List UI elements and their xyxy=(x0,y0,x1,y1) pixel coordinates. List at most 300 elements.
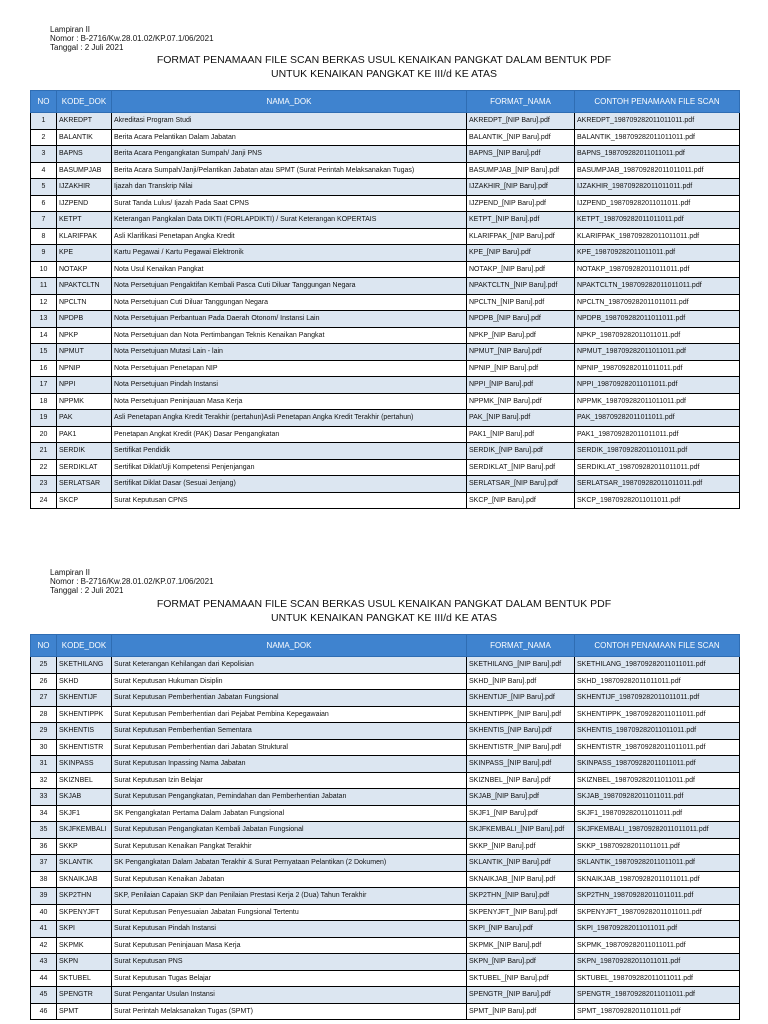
cell-no: 42 xyxy=(31,937,57,954)
table-row xyxy=(31,723,740,740)
cell-format-nama: NPPMK_[NIP Baru].pdf xyxy=(467,393,575,410)
table-row xyxy=(31,261,740,278)
cell-format-nama: SERDIKLAT_[NIP Baru].pdf xyxy=(467,459,575,476)
cell-contoh-file: SKNAIKJAB_198709282011011011.pdf xyxy=(575,871,740,888)
cell-no: 9 xyxy=(31,245,57,262)
cell-kode-dok: SKJAB xyxy=(57,789,112,806)
table-row xyxy=(31,1003,740,1020)
cell-format-nama: SERLATSAR_[NIP Baru].pdf xyxy=(467,476,575,493)
cell-nama-dok: Surat Keputusan Pemberhentian dari Jabatan Struktural xyxy=(112,739,467,756)
title-line-1: FORMAT PENAMAAN FILE SCAN BERKAS USUL KENAIKAN PANGKAT DALAM BENTUK PDF xyxy=(156,54,612,66)
cell-no: 17 xyxy=(31,377,57,394)
cell-kode-dok: SKHENTIJF xyxy=(57,690,112,707)
table-row xyxy=(31,294,740,311)
cell-kode-dok: SKHENTISTR xyxy=(57,739,112,756)
cell-no: 27 xyxy=(31,690,57,707)
column-header: NAMA_DOK xyxy=(112,635,467,657)
cell-kode-dok: NPMUT xyxy=(57,344,112,361)
cell-contoh-file: SKP2THN_198709282011011011.pdf xyxy=(575,888,740,905)
cell-no: 30 xyxy=(31,739,57,756)
cell-nama-dok: Nota Usul Kenaikan Pangkat xyxy=(112,261,467,278)
cell-contoh-file: NPPMK_198709282011011011.pdf xyxy=(575,393,740,410)
lampiran-label: Lampiran II xyxy=(50,568,91,577)
cell-no: 15 xyxy=(31,344,57,361)
cell-no: 31 xyxy=(31,756,57,773)
table-row xyxy=(31,195,740,212)
cell-format-nama: SKPMK_[NIP Baru].pdf xyxy=(467,937,575,954)
cell-nama-dok: Nota Persetujuan Cuti Diluar Tanggungan Negara xyxy=(112,294,467,311)
cell-kode-dok: PAK xyxy=(57,410,112,427)
cell-nama-dok: Surat Keputusan Pemberhentian dari Pejabat Pembina Kepegawaian xyxy=(112,706,467,723)
cell-format-nama: KETPT_[NIP Baru].pdf xyxy=(467,212,575,229)
cell-contoh-file: SKIZNBEL_198709282011011011.pdf xyxy=(575,772,740,789)
cell-nama-dok: Akreditasi Program Studi xyxy=(112,113,467,130)
table-row xyxy=(31,657,740,674)
table-row xyxy=(31,987,740,1004)
cell-kode-dok: BALANTIK xyxy=(57,129,112,146)
table-row xyxy=(31,673,740,690)
cell-kode-dok: KLARIFPAK xyxy=(57,228,112,245)
table-row xyxy=(31,822,740,839)
column-header: NO xyxy=(31,635,57,657)
cell-contoh-file: SKHENTIJF_198709282011011011.pdf xyxy=(575,690,740,707)
cell-no: 10 xyxy=(31,261,57,278)
cell-no: 23 xyxy=(31,476,57,493)
cell-format-nama: SPMT_[NIP Baru].pdf xyxy=(467,1003,575,1020)
cell-format-nama: SKCP_[NIP Baru].pdf xyxy=(467,492,575,509)
cell-no: 12 xyxy=(31,294,57,311)
cell-no: 6 xyxy=(31,195,57,212)
table-row xyxy=(31,377,740,394)
cell-contoh-file: SPENGTR_198709282011011011.pdf xyxy=(575,987,740,1004)
table-header-row xyxy=(31,635,740,657)
table-row xyxy=(31,426,740,443)
cell-format-nama: SKHENTIPPK_[NIP Baru].pdf xyxy=(467,706,575,723)
cell-contoh-file: NPKP_198709282011011011.pdf xyxy=(575,327,740,344)
cell-nama-dok: Berita Acara Pelantikan Dalam Jabatan xyxy=(112,129,467,146)
title-line-1: FORMAT PENAMAAN FILE SCAN BERKAS USUL KENAIKAN PANGKAT DALAM BENTUK PDF xyxy=(156,598,612,610)
cell-no: 11 xyxy=(31,278,57,295)
cell-no: 20 xyxy=(31,426,57,443)
cell-contoh-file: BALANTIK_198709282011011011.pdf xyxy=(575,129,740,146)
cell-no: 34 xyxy=(31,805,57,822)
cell-contoh-file: SKPN_198709282011011011.pdf xyxy=(575,954,740,971)
cell-format-nama: SKPENYJFT_[NIP Baru].pdf xyxy=(467,904,575,921)
cell-kode-dok: NPPI xyxy=(57,377,112,394)
cell-contoh-file: SKHENTIS_198709282011011011.pdf xyxy=(575,723,740,740)
cell-nama-dok: Keterangan Pangkalan Data DIKTI (FORLAPDIKTI) / Surat Keterangan KOPERTAIS xyxy=(112,212,467,229)
cell-no: 18 xyxy=(31,393,57,410)
table-row xyxy=(31,410,740,427)
cell-no: 40 xyxy=(31,904,57,921)
cell-no: 5 xyxy=(31,179,57,196)
cell-no: 28 xyxy=(31,706,57,723)
cell-contoh-file: SKETHILANG_198709282011011011.pdf xyxy=(575,657,740,674)
cell-kode-dok: SKINPASS xyxy=(57,756,112,773)
column-header: NAMA_DOK xyxy=(112,91,467,113)
cell-contoh-file: NPDPB_198709282011011011.pdf xyxy=(575,311,740,328)
cell-kode-dok: SKHENTIS xyxy=(57,723,112,740)
cell-contoh-file: NOTAKP_198709282011011011.pdf xyxy=(575,261,740,278)
cell-format-nama: SKHENTIJF_[NIP Baru].pdf xyxy=(467,690,575,707)
cell-no: 44 xyxy=(31,970,57,987)
cell-no: 3 xyxy=(31,146,57,163)
cell-no: 35 xyxy=(31,822,57,839)
cell-nama-dok: Sertifikat Pendidik xyxy=(112,443,467,460)
cell-format-nama: NPKP_[NIP Baru].pdf xyxy=(467,327,575,344)
cell-format-nama: SKLANTIK_[NIP Baru].pdf xyxy=(467,855,575,872)
cell-nama-dok: Berita Acara Pengangkatan Sumpah/ Janji PNS xyxy=(112,146,467,163)
cell-kode-dok: NPCLTN xyxy=(57,294,112,311)
cell-nama-dok: Ijazah dan Transkrip Nilai xyxy=(112,179,467,196)
cell-format-nama: NPDPB_[NIP Baru].pdf xyxy=(467,311,575,328)
cell-contoh-file: NPPI_198709282011011011.pdf xyxy=(575,377,740,394)
cell-kode-dok: IJZPEND xyxy=(57,195,112,212)
cell-kode-dok: NPNIP xyxy=(57,360,112,377)
cell-format-nama: NPMUT_[NIP Baru].pdf xyxy=(467,344,575,361)
cell-contoh-file: SKPENYJFT_198709282011011011.pdf xyxy=(575,904,740,921)
cell-nama-dok: Kartu Pegawai / Kartu Pegawai Elektronik xyxy=(112,245,467,262)
title-line-2: UNTUK KENAIKAN PANGKAT KE III/d KE ATAS xyxy=(270,612,497,624)
cell-kode-dok: IJZAKHIR xyxy=(57,179,112,196)
cell-format-nama: NPCLTN_[NIP Baru].pdf xyxy=(467,294,575,311)
cell-format-nama: NOTAKP_[NIP Baru].pdf xyxy=(467,261,575,278)
cell-kode-dok: SPMT xyxy=(57,1003,112,1020)
header-info-2 xyxy=(50,568,214,595)
cell-format-nama: SERDIK_[NIP Baru].pdf xyxy=(467,443,575,460)
table-row xyxy=(31,739,740,756)
cell-no: 36 xyxy=(31,838,57,855)
cell-no: 8 xyxy=(31,228,57,245)
cell-nama-dok: Surat Keterangan Kehilangan dari Kepolisian xyxy=(112,657,467,674)
cell-contoh-file: NPMUT_198709282011011011.pdf xyxy=(575,344,740,361)
cell-no: 1 xyxy=(31,113,57,130)
cell-no: 19 xyxy=(31,410,57,427)
cell-format-nama: SPENGTR_[NIP Baru].pdf xyxy=(467,987,575,1004)
file-naming-table-2 xyxy=(30,634,740,1020)
column-header: CONTOH PENAMAAN FILE SCAN xyxy=(575,635,740,657)
cell-no: 7 xyxy=(31,212,57,229)
cell-no: 13 xyxy=(31,311,57,328)
cell-format-nama: KPE_[NIP Baru].pdf xyxy=(467,245,575,262)
table-row xyxy=(31,756,740,773)
cell-kode-dok: SKLANTIK xyxy=(57,855,112,872)
cell-contoh-file: BAPNS_198709282011011011.pdf xyxy=(575,146,740,163)
cell-no: 37 xyxy=(31,855,57,872)
table-row xyxy=(31,311,740,328)
cell-kode-dok: SKTUBEL xyxy=(57,970,112,987)
table-row xyxy=(31,871,740,888)
cell-contoh-file: SERLATSAR_198709282011011011.pdf xyxy=(575,476,740,493)
table-row xyxy=(31,706,740,723)
document-title-2 xyxy=(0,597,768,625)
cell-kode-dok: SKCP xyxy=(57,492,112,509)
cell-contoh-file: SKKP_198709282011011011.pdf xyxy=(575,838,740,855)
cell-format-nama: SKHENTIS_[NIP Baru].pdf xyxy=(467,723,575,740)
nomor-label: Nomor : B-2716/Kw.28.01.02/KP.07.1/06/2021 xyxy=(50,34,214,43)
cell-contoh-file: IJZPEND_198709282011011011.pdf xyxy=(575,195,740,212)
cell-no: 33 xyxy=(31,789,57,806)
cell-kode-dok: BAPNS xyxy=(57,146,112,163)
cell-nama-dok: Nota Persetujuan Mutasi Lain - lain xyxy=(112,344,467,361)
cell-format-nama: SKJAB_[NIP Baru].pdf xyxy=(467,789,575,806)
cell-nama-dok: Sertifikat Diklat/Uji Kompetensi Penjenjangan xyxy=(112,459,467,476)
cell-no: 21 xyxy=(31,443,57,460)
document-title-1 xyxy=(0,53,768,81)
cell-format-nama: BAPNS_[NIP Baru].pdf xyxy=(467,146,575,163)
cell-kode-dok: SKPN xyxy=(57,954,112,971)
cell-format-nama: IJZAKHIR_[NIP Baru].pdf xyxy=(467,179,575,196)
cell-kode-dok: NPAKTCLTN xyxy=(57,278,112,295)
header-info-1 xyxy=(50,25,214,52)
cell-nama-dok: Nota Persetujuan Penetapan NIP xyxy=(112,360,467,377)
cell-no: 14 xyxy=(31,327,57,344)
cell-contoh-file: BASUMPJAB_198709282011011011.pdf xyxy=(575,162,740,179)
cell-contoh-file: SKPI_198709282011011011.pdf xyxy=(575,921,740,938)
table-row xyxy=(31,855,740,872)
cell-nama-dok: Surat Keputusan Pemberhentian Jabatan Fungsional xyxy=(112,690,467,707)
cell-no: 43 xyxy=(31,954,57,971)
cell-nama-dok: Surat Pengantar Usulan Instansi xyxy=(112,987,467,1004)
cell-kode-dok: BASUMPJAB xyxy=(57,162,112,179)
cell-kode-dok: NPKP xyxy=(57,327,112,344)
cell-nama-dok: SKP, Penilaian Capaian SKP dan Penilaian Prestasi Kerja 2 (Dua) Tahun Terakhir xyxy=(112,888,467,905)
cell-nama-dok: Nota Persetujuan dan Nota Pertimbangan Teknis Kenaikan Pangkat xyxy=(112,327,467,344)
cell-nama-dok: Surat Keputusan Kenaikan Jabatan xyxy=(112,871,467,888)
cell-nama-dok: Surat Keputusan Hukuman Disiplin xyxy=(112,673,467,690)
cell-format-nama: SKKP_[NIP Baru].pdf xyxy=(467,838,575,855)
cell-format-nama: IJZPEND_[NIP Baru].pdf xyxy=(467,195,575,212)
cell-nama-dok: Surat Keputusan Inpassing Nama Jabatan xyxy=(112,756,467,773)
cell-kode-dok: PAK1 xyxy=(57,426,112,443)
cell-nama-dok: Penetapan Angkat Kredit (PAK) Dasar Pengangkatan xyxy=(112,426,467,443)
cell-kode-dok: KETPT xyxy=(57,212,112,229)
table-row xyxy=(31,212,740,229)
cell-kode-dok: SERLATSAR xyxy=(57,476,112,493)
cell-nama-dok: Berita Acara Sumpah/Janji/Pelantikan Jabatan atau SPMT (Surat Perintah Melaksanakan Tugas) xyxy=(112,162,467,179)
table-row xyxy=(31,113,740,130)
cell-format-nama: SKHD_[NIP Baru].pdf xyxy=(467,673,575,690)
cell-kode-dok: NPDPB xyxy=(57,311,112,328)
cell-nama-dok: Asli Klarifikasi Penetapan Angka Kredit xyxy=(112,228,467,245)
cell-kode-dok: NOTAKP xyxy=(57,261,112,278)
cell-nama-dok: Surat Keputusan Tugas Belajar xyxy=(112,970,467,987)
cell-format-nama: NPPI_[NIP Baru].pdf xyxy=(467,377,575,394)
column-header: FORMAT_NAMA xyxy=(467,635,575,657)
cell-nama-dok: Surat Keputusan PNS xyxy=(112,954,467,971)
cell-kode-dok: NPPMK xyxy=(57,393,112,410)
cell-format-nama: BALANTIK_[NIP Baru].pdf xyxy=(467,129,575,146)
cell-nama-dok: Surat Tanda Lulus/ Ijazah Pada Saat CPNS xyxy=(112,195,467,212)
cell-contoh-file: SKLANTIK_198709282011011011.pdf xyxy=(575,855,740,872)
cell-kode-dok: SKP2THN xyxy=(57,888,112,905)
cell-format-nama: KLARIFPAK_[NIP Baru].pdf xyxy=(467,228,575,245)
table-row xyxy=(31,476,740,493)
cell-contoh-file: SPMT_198709282011011011.pdf xyxy=(575,1003,740,1020)
cell-no: 24 xyxy=(31,492,57,509)
cell-format-nama: SKNAIKJAB_[NIP Baru].pdf xyxy=(467,871,575,888)
cell-contoh-file: IJZAKHIR_198709282011011011.pdf xyxy=(575,179,740,196)
table-row xyxy=(31,443,740,460)
cell-kode-dok: SERDIK xyxy=(57,443,112,460)
cell-contoh-file: SERDIKLAT_198709282011011011.pdf xyxy=(575,459,740,476)
cell-kode-dok: SKETHILANG xyxy=(57,657,112,674)
cell-nama-dok: Surat Keputusan Pindah Instansi xyxy=(112,921,467,938)
cell-format-nama: SKIZNBEL_[NIP Baru].pdf xyxy=(467,772,575,789)
cell-nama-dok: Surat Keputusan CPNS xyxy=(112,492,467,509)
cell-contoh-file: NPCLTN_198709282011011011.pdf xyxy=(575,294,740,311)
cell-format-nama: SKPN_[NIP Baru].pdf xyxy=(467,954,575,971)
cell-nama-dok: Surat Keputusan Izin Belajar xyxy=(112,772,467,789)
column-header: KODE_DOK xyxy=(57,635,112,657)
cell-format-nama: AKREDPT_[NIP Baru].pdf xyxy=(467,113,575,130)
cell-nama-dok: Surat Keputusan Peninjauan Masa Kerja xyxy=(112,937,467,954)
cell-format-nama: NPAKTCLTN_[NIP Baru].pdf xyxy=(467,278,575,295)
table-row xyxy=(31,772,740,789)
cell-kode-dok: SKNAIKJAB xyxy=(57,871,112,888)
cell-contoh-file: SKCP_198709282011011011.pdf xyxy=(575,492,740,509)
cell-nama-dok: SK Pengangkatan Dalam Jabatan Terakhir & Surat Pernyataan Pelantikan (2 Dokumen) xyxy=(112,855,467,872)
cell-format-nama: SKPI_[NIP Baru].pdf xyxy=(467,921,575,938)
cell-kode-dok: SPENGTR xyxy=(57,987,112,1004)
cell-contoh-file: SERDIK_198709282011011011.pdf xyxy=(575,443,740,460)
cell-contoh-file: AKREDPT_198709282011011011.pdf xyxy=(575,113,740,130)
cell-format-nama: BASUMPJAB_[NIP Baru].pdf xyxy=(467,162,575,179)
table-row xyxy=(31,179,740,196)
table-row xyxy=(31,146,740,163)
cell-no: 46 xyxy=(31,1003,57,1020)
cell-no: 16 xyxy=(31,360,57,377)
table-row xyxy=(31,393,740,410)
cell-kode-dok: SKJF1 xyxy=(57,805,112,822)
cell-nama-dok: Sertifikat Diklat Dasar (Sesuai Jenjang) xyxy=(112,476,467,493)
cell-contoh-file: SKHENTIPPK_198709282011011011.pdf xyxy=(575,706,740,723)
cell-contoh-file: SKJAB_198709282011011011.pdf xyxy=(575,789,740,806)
table-row xyxy=(31,228,740,245)
table-row xyxy=(31,789,740,806)
cell-format-nama: PAK_[NIP Baru].pdf xyxy=(467,410,575,427)
table-row xyxy=(31,459,740,476)
cell-kode-dok: SKPENYJFT xyxy=(57,904,112,921)
cell-format-nama: PAK1_[NIP Baru].pdf xyxy=(467,426,575,443)
cell-no: 4 xyxy=(31,162,57,179)
cell-format-nama: SKJFKEMBALI_[NIP Baru].pdf xyxy=(467,822,575,839)
cell-format-nama: SKETHILANG_[NIP Baru].pdf xyxy=(467,657,575,674)
column-header: KODE_DOK xyxy=(57,91,112,113)
nomor-label: Nomor : B-2716/Kw.28.01.02/KP.07.1/06/2021 xyxy=(50,577,214,586)
cell-nama-dok: Asli Penetapan Angka Kredit Terakhir (pertahun)Asli Penetapan Angka Kredit Terakhir (pertahun) xyxy=(112,410,467,427)
cell-contoh-file: PAK1_198709282011011011.pdf xyxy=(575,426,740,443)
cell-nama-dok: Nota Persetujuan Perbantuan Pada Daerah Otonom/ Instansi Lain xyxy=(112,311,467,328)
tanggal-label: Tanggal : 2 Juli 2021 xyxy=(50,586,124,595)
cell-no: 2 xyxy=(31,129,57,146)
cell-no: 38 xyxy=(31,871,57,888)
cell-no: 32 xyxy=(31,772,57,789)
cell-kode-dok: AKREDPT xyxy=(57,113,112,130)
cell-format-nama: SKHENTISTR_[NIP Baru].pdf xyxy=(467,739,575,756)
cell-nama-dok: Surat Perintah Melaksanakan Tugas (SPMT) xyxy=(112,1003,467,1020)
cell-nama-dok: Surat Keputusan Pengangkatan Kembali Jabatan Fungsional xyxy=(112,822,467,839)
cell-contoh-file: NPAKTCLTN_198709282011011011.pdf xyxy=(575,278,740,295)
cell-no: 26 xyxy=(31,673,57,690)
cell-contoh-file: SKJF1_198709282011011011.pdf xyxy=(575,805,740,822)
column-header: NO xyxy=(31,91,57,113)
cell-nama-dok: Surat Keputusan Pengangkatan, Pemindahan dan Pemberhentian Jabatan xyxy=(112,789,467,806)
table-row xyxy=(31,937,740,954)
table-row xyxy=(31,888,740,905)
tanggal-label: Tanggal : 2 Juli 2021 xyxy=(50,43,124,52)
table-row xyxy=(31,970,740,987)
table-row xyxy=(31,921,740,938)
table-header-row xyxy=(31,91,740,113)
cell-format-nama: NPNIP_[NIP Baru].pdf xyxy=(467,360,575,377)
table-row xyxy=(31,162,740,179)
cell-kode-dok: SKHD xyxy=(57,673,112,690)
cell-nama-dok: SK Pengangkatan Pertama Dalam Jabatan Fungsional xyxy=(112,805,467,822)
table-row xyxy=(31,805,740,822)
cell-contoh-file: SKTUBEL_198709282011011011.pdf xyxy=(575,970,740,987)
cell-no: 29 xyxy=(31,723,57,740)
cell-contoh-file: NPNIP_198709282011011011.pdf xyxy=(575,360,740,377)
cell-nama-dok: Surat Keputusan Pemberhentian Sementara xyxy=(112,723,467,740)
table-row xyxy=(31,245,740,262)
cell-no: 39 xyxy=(31,888,57,905)
column-header: CONTOH PENAMAAN FILE SCAN xyxy=(575,91,740,113)
cell-nama-dok: Surat Keputusan Penyesuaian Jabatan Fungsional Tertentu xyxy=(112,904,467,921)
cell-kode-dok: SKIZNBEL xyxy=(57,772,112,789)
cell-nama-dok: Nota Persetujuan Pindah Instansi xyxy=(112,377,467,394)
cell-kode-dok: SKHENTIPPK xyxy=(57,706,112,723)
cell-contoh-file: KETPT_198709282011011011.pdf xyxy=(575,212,740,229)
table-row xyxy=(31,327,740,344)
cell-kode-dok: SKKP xyxy=(57,838,112,855)
cell-format-nama: SKTUBEL_[NIP Baru].pdf xyxy=(467,970,575,987)
cell-format-nama: SKP2THN_[NIP Baru].pdf xyxy=(467,888,575,905)
cell-contoh-file: KPE_198709282011011011.pdf xyxy=(575,245,740,262)
cell-kode-dok: SKJFKEMBALI xyxy=(57,822,112,839)
cell-no: 22 xyxy=(31,459,57,476)
cell-no: 41 xyxy=(31,921,57,938)
table-row xyxy=(31,344,740,361)
cell-contoh-file: KLARIFPAK_198709282011011011.pdf xyxy=(575,228,740,245)
table-row xyxy=(31,492,740,509)
cell-nama-dok: Nota Persetujuan Pengaktifan Kembali Pasca Cuti Diluar Tanggungan Negara xyxy=(112,278,467,295)
cell-contoh-file: SKINPASS_198709282011011011.pdf xyxy=(575,756,740,773)
table-row xyxy=(31,360,740,377)
cell-contoh-file: PAK_198709282011011011.pdf xyxy=(575,410,740,427)
title-line-2: UNTUK KENAIKAN PANGKAT KE III/d KE ATAS xyxy=(270,68,497,80)
cell-no: 25 xyxy=(31,657,57,674)
table-row xyxy=(31,278,740,295)
table-row xyxy=(31,690,740,707)
cell-kode-dok: SKPI xyxy=(57,921,112,938)
table-row xyxy=(31,838,740,855)
table-row xyxy=(31,954,740,971)
cell-contoh-file: SKHENTISTR_198709282011011011.pdf xyxy=(575,739,740,756)
cell-format-nama: SKJF1_[NIP Baru].pdf xyxy=(467,805,575,822)
cell-no: 45 xyxy=(31,987,57,1004)
file-naming-table-1 xyxy=(30,90,740,509)
lampiran-label: Lampiran II xyxy=(50,25,91,34)
cell-kode-dok: SKPMK xyxy=(57,937,112,954)
cell-format-nama: SKINPASS_[NIP Baru].pdf xyxy=(467,756,575,773)
table-row xyxy=(31,129,740,146)
cell-contoh-file: SKHD_198709282011011011.pdf xyxy=(575,673,740,690)
table-row xyxy=(31,904,740,921)
cell-nama-dok: Surat Keputusan Kenaikan Pangkat Terakhir xyxy=(112,838,467,855)
cell-contoh-file: SKPMK_198709282011011011.pdf xyxy=(575,937,740,954)
cell-kode-dok: KPE xyxy=(57,245,112,262)
